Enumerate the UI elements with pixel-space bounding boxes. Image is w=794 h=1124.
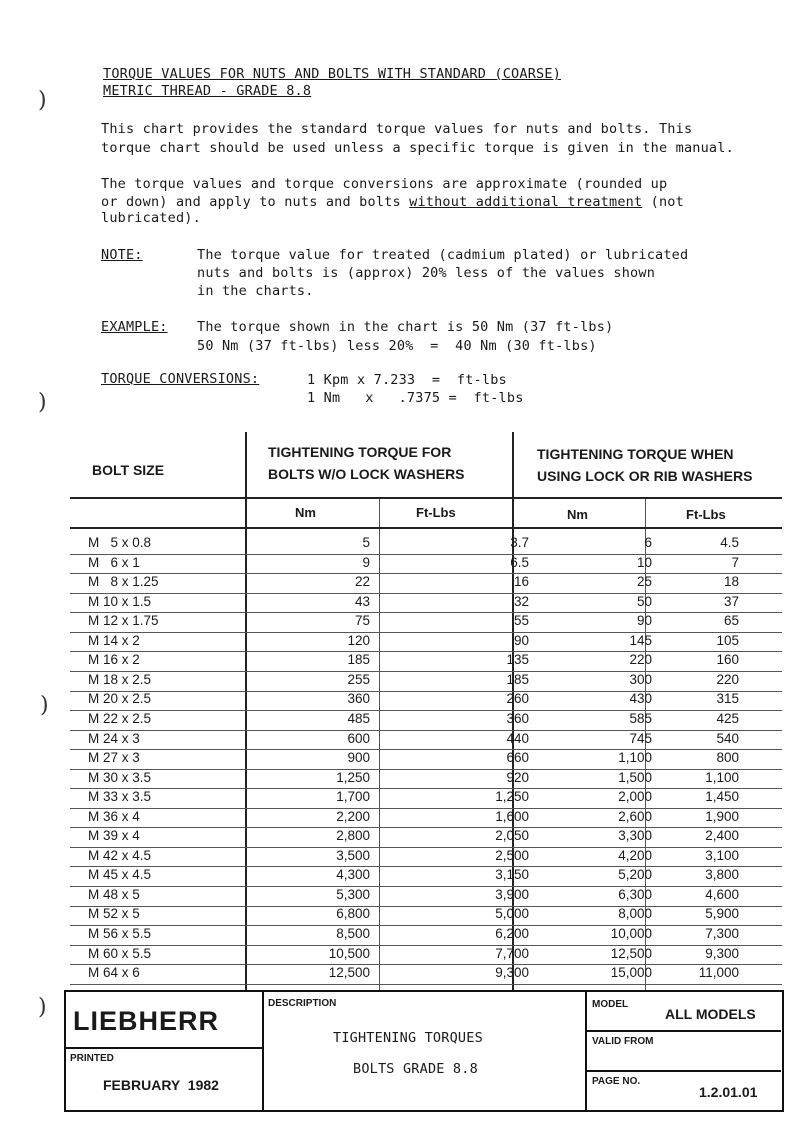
nm-lock-cell: 15,000 (610, 965, 652, 981)
nm-lock-cell: 1,100 (618, 750, 652, 766)
document-title-line1: TORQUE VALUES FOR NUTS AND BOLTS WITH STANDARD (COARSE) (103, 66, 562, 82)
bolt-size-cell: M 16 x 2 (88, 652, 140, 668)
example-label: EXAMPLE: (101, 319, 168, 335)
description-line2: BOLTS GRADE 8.8 (353, 1061, 478, 1077)
nm-lock-cell: 300 (629, 671, 652, 687)
table-row (70, 925, 782, 946)
note-text: nuts and bolts is (approx) 20% less of the values shown (197, 265, 656, 281)
bolt-size-cell: M 64 x 6 (88, 965, 140, 981)
nm-lock-cell: 6,300 (618, 886, 652, 902)
bolt-size-cell: M 52 x 5 (88, 906, 140, 922)
note-text: in the charts. (197, 283, 314, 299)
ftlbs-lock-cell: 7 (731, 554, 739, 570)
table-rule (70, 527, 782, 529)
ftlbs-cell: 2,050 (495, 828, 529, 844)
bolt-size-cell: M 39 x 4 (88, 828, 140, 844)
column-group-header-with-washers (537, 443, 752, 487)
ftlbs-lock-cell: 540 (716, 730, 739, 746)
nm-cell: 3,500 (336, 847, 370, 863)
ftlbs-cell: 9,300 (495, 965, 529, 981)
ftlbs-lock-cell: 65 (723, 613, 739, 629)
ftlbs-lock-cell: 1,900 (705, 808, 739, 824)
ftlbs-lock-cell: 18 (723, 574, 739, 590)
nm-cell: 8,500 (336, 926, 370, 941)
ftlbs-cell: 360 (506, 710, 529, 726)
column-header-bolt-size: BOLT SIZE (92, 462, 165, 478)
ftlbs-lock-cell: 1,450 (705, 789, 739, 805)
bolt-size-cell: M 36 x 4 (88, 808, 140, 824)
bolt-size-cell: M 6 x 1 (88, 554, 140, 570)
table-row (70, 905, 782, 926)
nm-cell: 22 (354, 574, 370, 590)
bolt-size-cell: M 22 x 2.5 (88, 710, 152, 726)
nm-cell: 360 (347, 691, 370, 707)
bolt-size-cell: M 5 x 0.8 (88, 535, 152, 550)
description-label: DESCRIPTION (268, 998, 337, 1009)
table-row (70, 827, 782, 848)
column-header-nm: Nm (295, 505, 316, 520)
table-row (70, 651, 782, 672)
ftlbs-lock-cell: 4,600 (705, 886, 739, 902)
intro-text: torque chart should be used unless a specific torque is given in the manual. (101, 140, 734, 156)
binder-hole-mark: ) (38, 390, 47, 415)
binder-hole-mark: ) (40, 693, 49, 718)
document-title-line2: METRIC THREAD - GRADE 8.8 (103, 83, 312, 99)
description-line1: TIGHTENING TORQUES (333, 1030, 483, 1046)
bolt-size-cell: M 18 x 2.5 (88, 671, 152, 687)
conversions-label: TORQUE CONVERSIONS: (101, 371, 260, 387)
note-text: The torque value for treated (cadmium plated) or lubricated (197, 247, 689, 263)
table-row (70, 769, 782, 790)
page-number-label: PAGE NO. (592, 1076, 641, 1087)
nm-cell: 75 (354, 613, 370, 629)
intro-emphasis: without additional treatment (409, 194, 643, 210)
nm-cell: 9 (362, 554, 370, 570)
header-line: TIGHTENING TORQUE WHEN (537, 446, 734, 462)
note-label: NOTE: (101, 247, 143, 263)
nm-lock-cell: 220 (629, 652, 652, 668)
intro-text-part: or down) and apply to nuts and bolts (101, 194, 410, 210)
ftlbs-cell: 5,000 (495, 906, 529, 922)
bolt-size-cell: M 56 x 5.5 (88, 926, 152, 941)
bolt-size-cell: M 60 x 5.5 (88, 945, 152, 961)
ftlbs-cell: 660 (506, 750, 529, 766)
title-block-divider (262, 990, 264, 1110)
ftlbs-cell: 90 (513, 632, 529, 648)
binder-hole-mark: ) (38, 88, 47, 113)
column-header-ftlbs: Ft-Lbs (686, 507, 726, 522)
example-text: 50 Nm (37 ft-lbs) less 20% = 40 Nm (30 ft-lbs) (197, 338, 597, 354)
title-block-divider (585, 990, 587, 1110)
ftlbs-lock-cell: 2,400 (705, 828, 739, 844)
ftlbs-lock-cell: 37 (723, 593, 739, 609)
nm-cell: 120 (347, 632, 370, 648)
table-row (70, 730, 782, 751)
nm-lock-cell: 2,000 (618, 789, 652, 805)
intro-text: The torque values and torque conversions are approximate (rounded up (101, 176, 668, 192)
ftlbs-lock-cell: 9,300 (705, 945, 739, 961)
ftlbs-cell: 920 (506, 769, 529, 785)
nm-lock-cell: 3,300 (618, 828, 652, 844)
bolt-size-cell: M 12 x 1.75 (88, 613, 159, 629)
ftlbs-lock-cell: 3,100 (705, 847, 739, 863)
header-line: BOLTS W/O LOCK WASHERS (268, 466, 465, 482)
binder-hole-mark: ) (38, 995, 47, 1020)
nm-lock-cell: 12,500 (610, 945, 652, 961)
title-block-divider (64, 1047, 264, 1049)
bolt-size-cell: M 45 x 4.5 (88, 867, 152, 883)
intro-text: This chart provides the standard torque values for nuts and bolts. This (101, 121, 693, 137)
nm-cell: 2,800 (336, 828, 370, 844)
bolt-size-cell: M 42 x 4.5 (88, 847, 152, 863)
nm-cell: 485 (347, 710, 370, 726)
ftlbs-cell: 3,900 (495, 886, 529, 902)
table-row (70, 749, 782, 770)
valid-from-label: VALID FROM (592, 1036, 654, 1047)
model-value: ALL MODELS (665, 1006, 756, 1022)
bolt-size-cell: M 20 x 2.5 (88, 691, 152, 707)
ftlbs-lock-cell: 315 (716, 691, 739, 707)
table-row (70, 964, 782, 985)
printed-date: FEBRUARY 1982 (103, 1077, 219, 1093)
ftlbs-cell: 2,500 (495, 847, 529, 863)
nm-cell: 185 (347, 652, 370, 668)
nm-cell: 900 (347, 750, 370, 766)
ftlbs-cell: 135 (506, 652, 529, 668)
bolt-size-cell: M 10 x 1.5 (88, 593, 152, 609)
nm-cell: 4,300 (336, 867, 370, 883)
ftlbs-cell: 3,150 (495, 867, 529, 883)
nm-lock-cell: 430 (629, 691, 652, 707)
conversion-formula: 1 Nm x .7375 = ft-lbs (307, 390, 524, 406)
intro-text: lubricated). (101, 210, 201, 226)
conversion-formula: 1 Kpm x 7.233 = ft-lbs (307, 372, 507, 388)
model-label: MODEL (592, 999, 629, 1010)
table-row (70, 612, 782, 633)
ftlbs-lock-cell: 105 (716, 632, 739, 648)
intro-text-part: (not (642, 194, 684, 210)
nm-lock-cell: 145 (629, 632, 652, 648)
ftlbs-cell: 7,700 (495, 945, 529, 961)
nm-lock-cell: 585 (629, 710, 652, 726)
ftlbs-lock-cell: 4.5 (720, 535, 739, 550)
table-row (70, 945, 782, 966)
nm-lock-cell: 6 (644, 535, 652, 550)
header-line: USING LOCK OR RIB WASHERS (537, 468, 753, 484)
table-row (70, 788, 782, 809)
ftlbs-cell: 6.5 (510, 554, 529, 570)
nm-cell: 2,200 (336, 808, 370, 824)
table-row (70, 554, 782, 575)
header-line: TIGHTENING TORQUE FOR (268, 444, 452, 460)
example-text: The torque shown in the chart is 50 Nm (37 ft-lbs) (197, 319, 614, 335)
ftlbs-cell: 32 (513, 593, 529, 609)
ftlbs-lock-cell: 1,100 (705, 769, 739, 785)
nm-cell: 255 (347, 671, 370, 687)
nm-lock-cell: 10,000 (610, 926, 652, 941)
ftlbs-cell: 16 (513, 574, 529, 590)
liebherr-logo: LIEBHERR (73, 1006, 220, 1036)
nm-cell: 5 (362, 535, 370, 550)
ftlbs-cell: 3.7 (510, 535, 529, 550)
title-block-divider (585, 1030, 781, 1032)
nm-cell: 600 (347, 730, 370, 746)
nm-cell: 12,500 (328, 965, 370, 981)
nm-lock-cell: 745 (629, 730, 652, 746)
ftlbs-cell: 440 (506, 730, 529, 746)
nm-lock-cell: 90 (636, 613, 652, 629)
page-number-value: 1.2.01.01 (699, 1084, 758, 1100)
nm-lock-cell: 5,200 (618, 867, 652, 883)
table-row (70, 866, 782, 887)
table-row (70, 690, 782, 711)
table-row (70, 573, 782, 594)
ftlbs-cell: 6,200 (495, 926, 529, 941)
nm-lock-cell: 10 (636, 554, 652, 570)
bolt-size-cell: M 14 x 2 (88, 632, 140, 648)
column-group-header-without-washers (268, 441, 465, 485)
bolt-size-cell: M 48 x 5 (88, 886, 140, 902)
bolt-size-cell: M 33 x 3.5 (88, 789, 152, 805)
nm-cell: 1,250 (336, 769, 370, 785)
ftlbs-lock-cell: 800 (716, 750, 739, 766)
nm-lock-cell: 8,000 (618, 906, 652, 922)
printed-label: PRINTED (70, 1053, 114, 1064)
table-row (70, 632, 782, 653)
table-row (70, 534, 782, 555)
ftlbs-cell: 1,250 (495, 789, 529, 805)
bolt-size-cell: M 8 x 1.25 (88, 574, 159, 590)
nm-cell: 5,300 (336, 886, 370, 902)
ftlbs-lock-cell: 7,300 (705, 926, 739, 941)
intro-text (101, 194, 684, 210)
table-row (70, 710, 782, 731)
ftlbs-lock-cell: 425 (716, 710, 739, 726)
nm-lock-cell: 4,200 (618, 847, 652, 863)
ftlbs-cell: 185 (506, 671, 529, 687)
nm-cell: 6,800 (336, 906, 370, 922)
nm-lock-cell: 25 (636, 574, 652, 590)
ftlbs-cell: 55 (513, 613, 529, 629)
ftlbs-lock-cell: 220 (716, 671, 739, 687)
ftlbs-lock-cell: 5,900 (705, 906, 739, 922)
table-row (70, 886, 782, 907)
table-row (70, 808, 782, 829)
ftlbs-cell: 260 (506, 691, 529, 707)
nm-lock-cell: 2,600 (618, 808, 652, 824)
bolt-size-cell: M 27 x 3 (88, 750, 140, 766)
nm-cell: 1,700 (336, 789, 370, 805)
title-block-divider (585, 1070, 781, 1072)
table-row (70, 847, 782, 868)
nm-lock-cell: 1,500 (618, 769, 652, 785)
table-row (70, 593, 782, 614)
nm-cell: 43 (354, 593, 370, 609)
ftlbs-cell: 1,600 (495, 808, 529, 824)
table-rule (70, 497, 782, 499)
nm-lock-cell: 50 (636, 593, 652, 609)
ftlbs-lock-cell: 11,000 (698, 965, 739, 981)
bolt-size-cell: M 30 x 3.5 (88, 769, 152, 785)
column-header-nm: Nm (567, 507, 588, 522)
ftlbs-lock-cell: 160 (716, 652, 739, 668)
column-header-ftlbs: Ft-Lbs (416, 505, 456, 520)
nm-cell: 10,500 (328, 945, 370, 961)
bolt-size-cell: M 24 x 3 (88, 730, 140, 746)
ftlbs-lock-cell: 3,800 (705, 867, 739, 883)
table-row (70, 671, 782, 692)
